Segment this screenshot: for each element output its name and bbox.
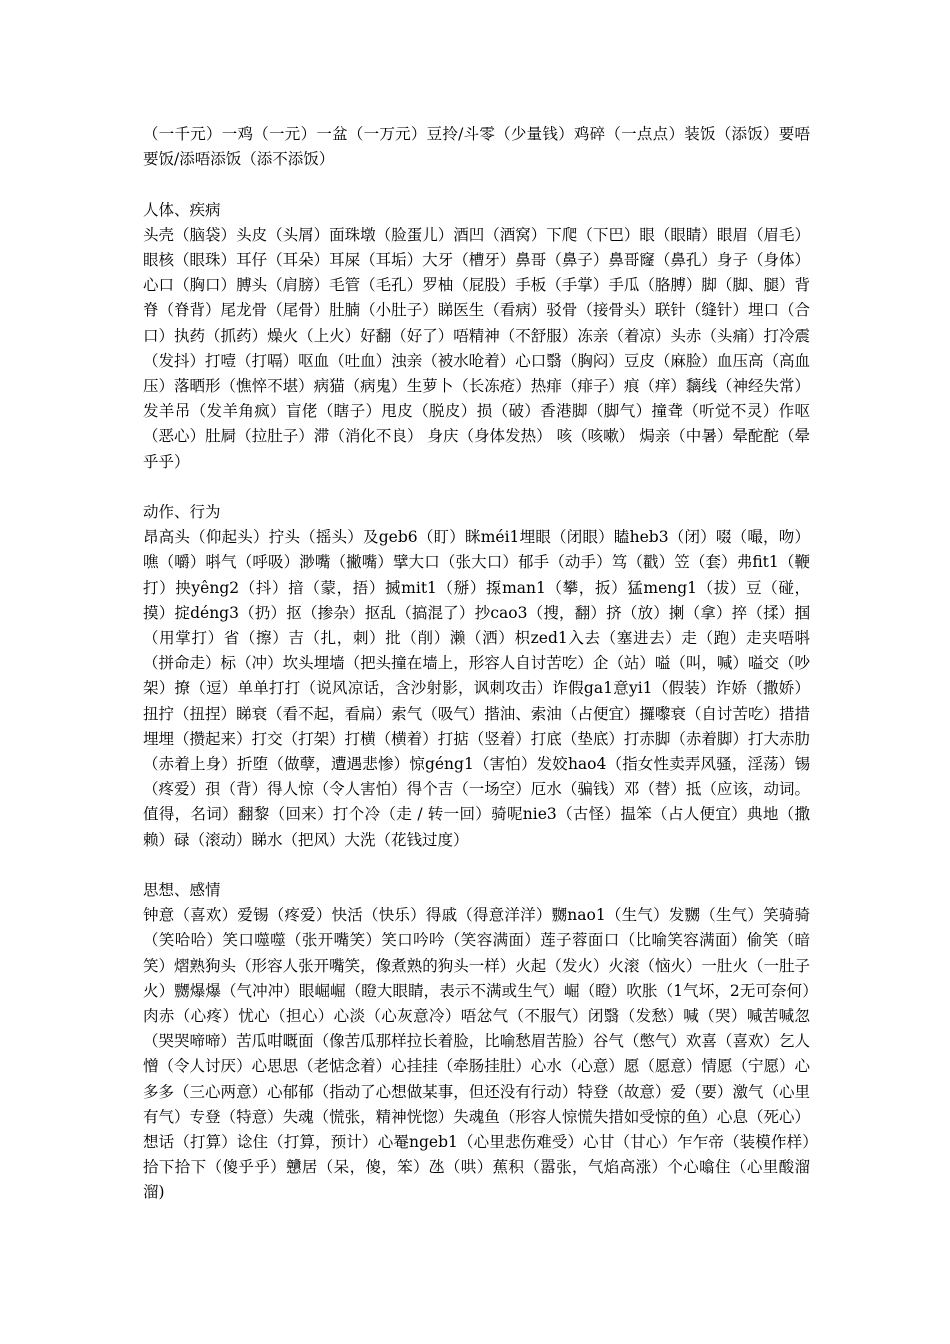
paragraph-gap [143, 475, 810, 500]
section-emotions-text: 钟意（喜欢）爱锡（疼爱）快活（快乐）得戚（得意洋洋）嬲nao1（生气）发嬲（生气）笑骑骑（笑哈哈）笑口噬噬（张开嘴笑）笑口吟吟（笑容满面）莲子蓉面口（比喻笑容满面）偷笑（暗笑）熠熟狗头（形容人张开嘴笑，像煮熟的狗头一样）火起（发火）火滚（恼火）一肚火（一肚子火）嬲爆爆（气冲冲）眼崛崛（瞪大眼睛，表示不满或生气）崛（瞪）吹胀（1气坏，2无可奈何）肉赤（心疼）忧心（担心）心淡（心灰意冷）唔忿气（不服气）闭翳（发愁）喊（哭）喊苦喊忽（哭哭啼啼）苦瓜咁嘅面（像苦瓜那样拉长着脸，比喻愁眉苦脸）谷气（憋气）欢喜（喜欢）乞人憎（令人讨厌）心思思（老惦念着）心挂挂（牵肠挂肚）心水（心意）愿（愿意）情愿（宁愿）心多多（三心两意）心郁郁（指动了心想做某事，但还没有行动）特登（故意）爱（要）激气（心里有气）专登（特意）失魂（慌张，精神恍惚）失魂鱼（形容人惊慌失措如受惊的鱼）心息（死心）想话（打算）谂住（打算，预计）心罨ngeb1（心里悲伤难受）心甘（甘心）乍乍帝（装模作样）拾下拾下（傻乎乎）戇居（呆，傻，笨）氹（哄）蕉积（嚣张，气焰高涨）个心噏住（心里酸溜溜) [143, 906, 810, 1202]
document-page [143, 122, 810, 1206]
section-body-illness-text: 头壳（脑袋）头皮（头屑）面珠墩（脸蛋儿）酒凹（酒窝）下爬（下巴）眼（眼睛）眼眉（眉毛）眼核（眼珠）耳仔（耳朵）耳屎（耳垢）大牙（槽牙）鼻哥（鼻子）鼻哥窿（鼻孔）身子（身体）心口（胸口）膊头（肩膀）毛管（毛孔）罗柚（屁股）手板（手掌）手瓜（胳膊）脚（脚、腿）背脊（脊背）尾龙骨（尾骨）肚腩（小肚子）睇医生（看病）驳骨（接骨头）联针（缝针）埋口（合口）执药（抓药）燥火（上火）好翻（好了）唔精神（不舒服）冻亲（着凉）头赤（头痛）打冷震（发抖）打噎（打嗝）呕血（吐血）浊亲（被水呛着）心口翳（胸闷）豆皮（麻脸）血压高（高血压）落晒形（憔悴不堪）病猫（病鬼）生萝卜（长冻疮）热痱（痱子）痕（痒）黐线（神经失常）发羊吊（发羊角疯）盲佬（瞎子）甩皮（脱皮）损（破）香港脚（脚气）撞聋（听觉不灵）作呕（恶心）肚屙（拉肚子）滞（消化不良） 身庆（身体发热） 咳（咳嗽） 焗亲（中暑）晕酡酡（晕乎乎） [143, 225, 810, 471]
paragraph-gap [143, 172, 810, 197]
section-heading-emotions: 思想、感情 [143, 881, 221, 900]
section-heading-actions: 动作、行为 [143, 503, 221, 522]
intro-paragraph: （一千元）一鸡（一元）一盆（一万元）豆拎/斗零（少量钱）鸡碎（一点点）装饭（添饭）要唔要饭/添唔添饭（添不添饭） [143, 125, 810, 169]
paragraph-gap [143, 853, 810, 878]
section-actions-text: 昂高头（仰起头）拧头（摇头）及geb6（盯）眯méi1埋眼（闭眼）瞌heb3（闭）啜（嘬，吻）噍（嚼）唞气（呼吸）渺嘴（撇嘴）擘大口（张大口）郁手（动手）笃（戳）笠（套）弗fit1（鞭打）抰yêng2（抖）揞（蒙，捂）搣mit1（掰）揼man1（攀，扳）猛meng1（拔）豆（碰，摸）掟déng3（扔）抠（掺杂）抠乱（搞混了）抄cao3（搜，翻）挤（放）揦（拿）捽（揉）掴（用掌打）省（擦）吉（扎，刺）批（削）濑（洒）枳zed1入去（塞进去）走（跑）走夹唔唞（拼命走）标（冲）坎头埋墙（把头撞在墙上，形容人自讨苦吃）企（站）嗌（叫，喊）嗌交（吵架）撩（逗）单单打打（说风凉话，含沙射影，讽刺攻击）诈假ga1意yi1（假装）诈娇（撒娇）扭拧（扭捏）睇衰（看不起，看扁）索气（吸气）揩油、索油（占便宜）攞嚟衰（自讨苦吃）措措埋埋（攒起来）打交（打架）打横（横着）打掂（竖着）打底（垫底）打赤脚（赤着脚）打大赤肋（赤着上身）折堕（做孽，遭遇悲惨）惊géng1（害怕）发姣hao4（指女性卖弄风骚，淫荡）锡（疼爱）孭（背）得人惊（令人害怕）得个吉（一场空）厄水（骗钱）邓（替）抵（应该，动词。值得，名词）翻黎（回来）打个冷（走 / 转一回）骑呢nie3（古怪）揾笨（占人便宜）典地（撒赖）碌（滚动）睇水（把风）大洗（花钱过度） [143, 528, 810, 849]
section-heading-body-illness: 人体、疾病 [143, 200, 221, 219]
